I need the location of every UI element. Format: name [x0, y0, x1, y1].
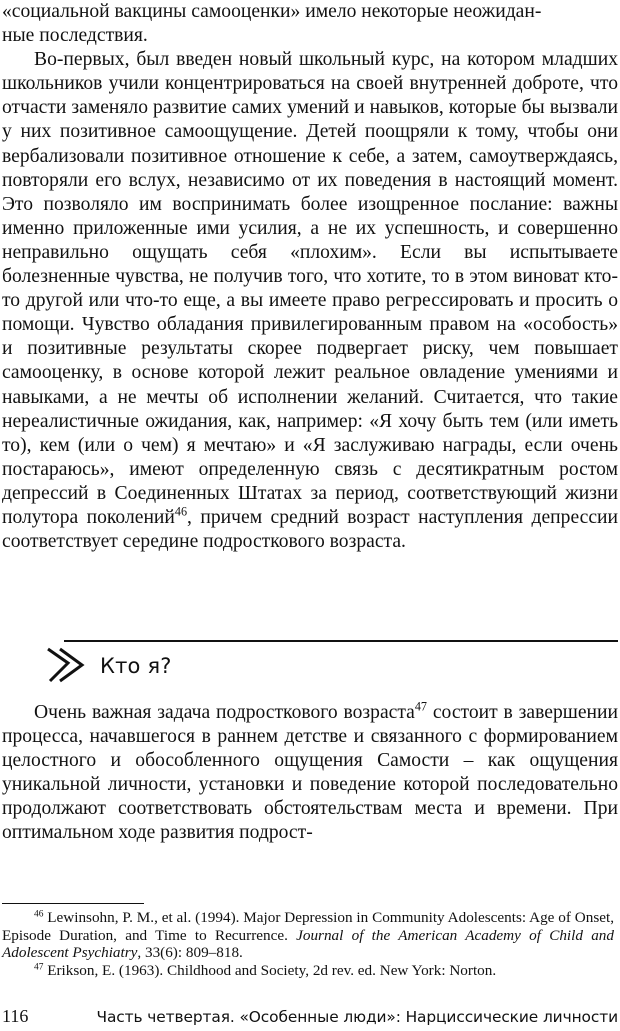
paragraph-continuation [2, 0, 618, 48]
footnote [2, 909, 614, 962]
paragraph-text: Во-первых, был введен новый школьный курс, на котором младших школьников учили концентрироваться на своей внутренней доброте, что отчасти заменяло развитие самих умений и навыков, которые бы вызвали у них позитивное самоощущение. Детей поощряли к тому, чтобы они вербализовали позитивное отношение к себе, а затем, самоутверждаясь, повторяли его вслух, независимо от их поведения в настоящий момент. Это позволяло им воспринимать более изощренное послание: важны именно приложенные ими усилия, а не их успешность, и совершенно неправильно ощущать себя «плохим». Если вы испытываете болезненные чувства, не получив того, что хотите, то в этом виноват кто-то другой или что-то еще, а вы имеете право регрессировать и просить о помощи. Чувство обладания привилегированным правом на «особость» и позитивные результаты скорее подвергает риску, чем повышает самооценку, в основе которой лежит реальное овладение умениями и навыками, а не мечты об исполнении желаний. Считается, что такие нереалистичные ожидания, как, например: «Я хочу быть тем (или иметь то), кем (или о чем) я мечтаю» и «Я заслуживаю награды, если очень постараюсь», имеют определенную связь с десятикратным ростом депрессий в Соединенных Штатах за период, соответствующий жизни полутора поколений [2, 49, 618, 528]
section-heading [40, 642, 172, 690]
footnote-text: Erikson, E. (1963). Childhood and Society, 2d rev. ed. New York: Norton. [43, 961, 497, 979]
paragraph-text: состоит в завершении процесса, начавшегося в раннем детстве и связанного с формированием целостного и обособленного ощущения Самости – как ощущения уникальной личности, установки и поведение которой последовательно продолжают соответствовать обстоятельствам места и времени. При оптимальном ходе развития подрост- [2, 702, 618, 844]
paragraph-text: Очень важная задача подросткового возраста [34, 702, 415, 723]
paragraph-line: ные последствия. [2, 25, 148, 47]
footnotes [2, 909, 614, 979]
section-title: Кто я? [100, 654, 172, 678]
footnote-number: 47 [34, 962, 44, 973]
running-head: Часть четвертая. «Особенные люди»: Нарциссические личности [96, 1008, 618, 1026]
footnote-journal: Journal of the American Academy of Child and Adolescent Psychiatry [2, 926, 614, 962]
footnote-text: Lewinsohn, P. M., et al. (1994). Major Depression in Community Adolescents: Age of Onset, Episode Duration, and Time to Recurrence. [2, 909, 614, 944]
paragraph-who-am-i [2, 701, 618, 846]
footnote-text: , 33(6): 809–818. [137, 944, 243, 962]
paragraph-firstly [2, 48, 618, 554]
paragraph-line: «социальной вакцины самооценки» имело некоторые неожидан- [2, 1, 542, 22]
page-footer [2, 1006, 618, 1030]
paragraph-text: , причем средний возраст наступления депрессии соответствует середине подросткового возраста. [2, 506, 618, 553]
footnote [2, 962, 614, 980]
body-text-top [2, 0, 618, 554]
page-number: 116 [2, 1006, 29, 1026]
double-chevron-right-icon [40, 643, 90, 689]
footnote-number: 46 [34, 909, 44, 920]
footnote-divider [2, 903, 144, 904]
footnote-ref: 46 [174, 504, 188, 519]
body-text-bottom [2, 701, 618, 846]
footnote-ref: 47 [414, 699, 427, 714]
